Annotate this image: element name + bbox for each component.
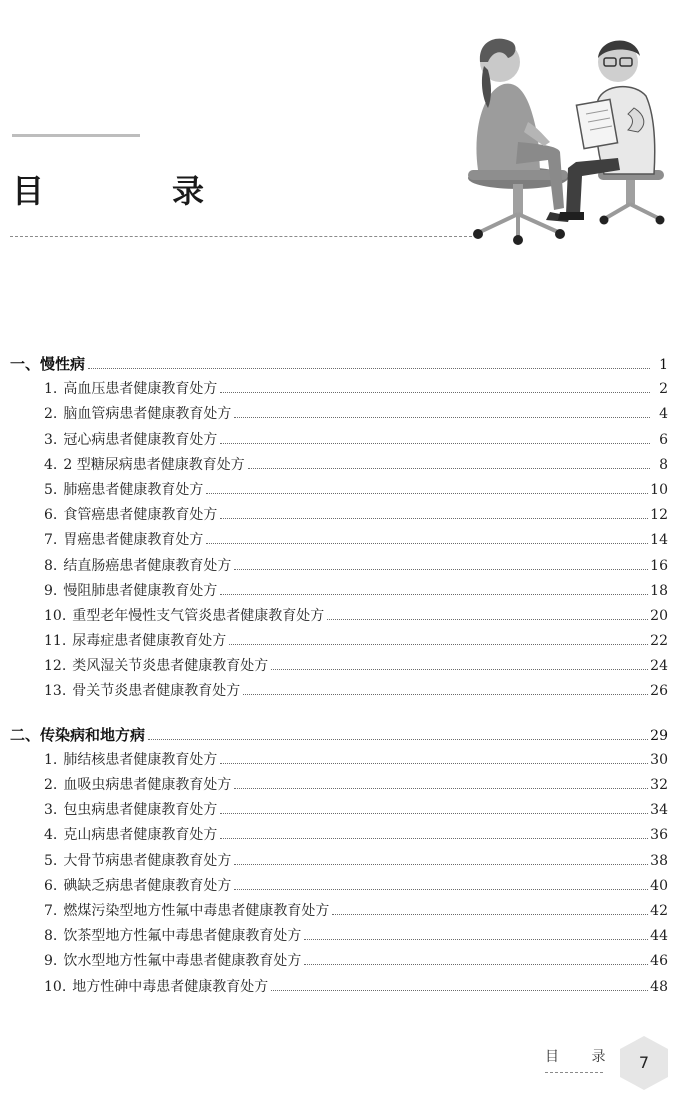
toc-entry[interactable] [10,377,668,402]
dot-leader [327,619,648,620]
dot-leader [220,392,650,393]
entry-number: 9. [44,953,58,970]
page-number: 24 [650,658,668,675]
entry-title: 燃煤污染型地方性氟中毒患者健康教育处方 [63,902,330,919]
title-dotted-divider [10,236,472,237]
entry-number: 2. [44,406,58,423]
footer-section-label: 目 录 [545,1049,620,1065]
dot-leader [220,518,648,519]
entry-number: 13. [44,683,67,700]
patient-doctor-consultation-illustration [458,18,670,252]
dot-leader [271,990,648,991]
entry-number: 6. [44,507,58,524]
entry-number: 10. [44,607,67,624]
dot-leader [220,763,648,764]
toc-entry[interactable] [10,849,668,874]
entry-number: 4. [44,827,58,844]
toc-entry[interactable] [10,478,668,503]
page-number: 8 [659,456,668,473]
toc-entry[interactable] [10,528,668,553]
toc-entry[interactable] [10,679,668,704]
entry-title: 包虫病患者健康教育处方 [63,802,218,819]
entry-title: 食管癌患者健康教育处方 [63,507,218,524]
entry-title: 血吸虫病患者健康教育处方 [63,777,232,793]
toc-section-heading[interactable] [10,723,668,748]
page-number: 40 [650,877,668,894]
entry-number: 1. [44,751,58,768]
toc-entry[interactable] [10,748,668,773]
toc-entry[interactable] [10,823,668,848]
entry-title: 骨关节炎患者健康教育处方 [72,683,241,700]
toc-section-infectious-endemic-diseases [10,723,668,1000]
dot-leader [248,468,650,469]
dot-leader [88,368,650,369]
toc-entry[interactable] [10,899,668,924]
entry-number: 8. [44,928,58,945]
dot-leader [206,493,648,494]
entry-title: 重型老年慢性支气管炎患者健康教育处方 [72,607,325,624]
dot-leader [271,669,648,670]
dot-leader [234,417,650,418]
dot-leader [220,594,648,595]
dot-leader [220,838,648,839]
entry-title: 胃癌患者健康教育处方 [63,532,204,549]
footer-page-number: 7 [638,1053,650,1072]
toc-entry[interactable] [10,604,668,629]
title-top-rule [12,134,140,137]
page-number: 4 [659,406,668,423]
entry-number: 12. [44,658,67,675]
toc-entry[interactable] [10,503,668,528]
patient-figure-icon [476,39,570,222]
page-number: 46 [650,953,668,970]
entry-title: 克山病患者健康教育处方 [63,827,218,844]
entry-title: 冠心病患者健康教育处方 [63,431,218,448]
dot-leader [304,939,648,940]
entry-title: 地方性砷中毒患者健康教育处方 [72,978,269,995]
page-number: 20 [650,607,668,624]
page-number: 42 [650,902,668,919]
page-number: 18 [650,582,668,599]
toc-entry[interactable] [10,874,668,899]
toc-entry[interactable] [10,654,668,679]
section-heading-title: 二、传染病和地方病 [10,725,146,744]
entry-number: 5. [44,852,58,869]
entry-title: 大骨节病患者健康教育处方 [63,852,232,869]
entry-number: 7. [44,532,58,549]
entry-title: 结直肠癌患者健康教育处方 [63,557,232,574]
dot-leader [148,739,648,740]
dot-leader [206,543,648,544]
entry-title: 类风湿关节炎患者健康教育处方 [72,658,269,675]
dot-leader [234,569,648,570]
dot-leader [220,813,648,814]
toc-entry[interactable] [10,402,668,427]
entry-number: 8. [44,557,58,574]
toc-entry[interactable] [10,554,668,579]
toc-entry[interactable] [10,453,668,478]
toc-entry[interactable] [10,773,668,798]
page-number: 14 [650,532,668,549]
entry-number: 3. [44,802,58,819]
dot-leader [304,964,648,965]
page-number: 44 [650,928,668,945]
footer-dotted-divider [545,1072,603,1073]
entry-number: 6. [44,877,58,894]
entry-title: 肺癌患者健康教育处方 [63,481,204,498]
doctor-figure-icon [558,40,655,220]
page-number: 29 [650,727,668,744]
entry-number: 3. [44,431,58,448]
dot-leader [234,788,648,789]
page-number: 32 [650,777,668,793]
entry-number: 11. [44,633,67,650]
entry-title: 慢阻肺患者健康教育处方 [63,582,218,599]
toc-section-chronic-diseases [10,352,668,705]
entry-title: 饮水型地方性氟中毒患者健康教育处方 [63,953,302,970]
toc-entry[interactable] [10,579,668,604]
page-number: 10 [650,481,668,498]
dot-leader [220,443,650,444]
entry-number: 4. [44,456,58,473]
page-number: 2 [659,381,668,398]
entry-number: 1. [44,381,58,398]
entry-number: 10. [44,978,67,995]
entry-number: 7. [44,902,58,919]
toc-section-heading[interactable] [10,352,668,377]
entry-number: 5. [44,481,58,498]
table-of-contents [10,352,668,1000]
page-number: 48 [650,978,668,995]
page-number: 12 [650,507,668,524]
toc-entry[interactable] [10,798,668,823]
page-number: 36 [650,827,668,844]
entry-title: 饮茶型地方性氟中毒患者健康教育处方 [63,928,302,945]
dot-leader [234,889,648,890]
entry-number: 2. [44,777,58,793]
dot-leader [229,644,648,645]
entry-title: 尿毒症患者健康教育处方 [72,633,227,650]
page-number: 30 [650,751,668,768]
toc-entry[interactable] [10,924,668,949]
page-number: 16 [650,557,668,574]
toc-entry[interactable] [10,949,668,974]
page-title: 目 录 [12,172,253,210]
dot-leader [234,864,648,865]
page-number: 1 [659,357,668,373]
dot-leader [243,694,648,695]
section-heading-title: 一、慢性病 [10,355,86,373]
toc-entry[interactable] [10,629,668,654]
page-number: 6 [659,431,668,448]
page-number: 34 [650,802,668,819]
entry-title: 碘缺乏病患者健康教育处方 [63,877,232,894]
doctor-stool-icon [598,170,665,225]
entry-title: 肺结核患者健康教育处方 [63,751,218,768]
dot-leader [332,914,648,915]
page-number: 38 [650,852,668,869]
page-number: 22 [650,633,668,650]
entry-title: 脑血管病患者健康教育处方 [63,406,232,423]
entry-number: 9. [44,582,58,599]
entry-title: 2 型糖尿病患者健康教育处方 [63,456,245,473]
entry-title: 高血压患者健康教育处方 [63,381,218,398]
toc-entry[interactable] [10,975,668,1000]
toc-entry[interactable] [10,428,668,453]
page-number: 26 [650,683,668,700]
